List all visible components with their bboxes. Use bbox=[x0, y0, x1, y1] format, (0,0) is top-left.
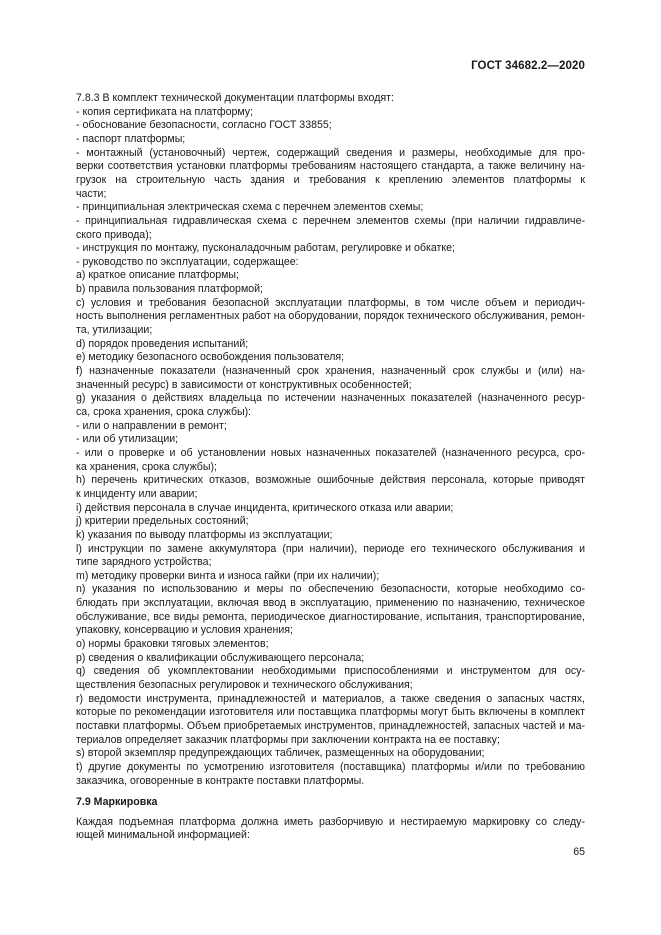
text-line: - обоснование безопасности, согласно ГОСТ 33855; bbox=[76, 119, 332, 132]
document-body bbox=[76, 92, 585, 843]
text-line: - принципиальная гидравлическая схема с перечнем элементов схемы (при наличии гидравличе- bbox=[76, 214, 585, 227]
text-line: Каждая подъемная платформа должна иметь разборчивую и нестираемую маркировку со следу- bbox=[76, 815, 585, 828]
text-line: - принципиальная электрическая схема с перечнем элементов схемы; bbox=[76, 201, 424, 214]
text-line: са, срока хранения, срока службы): bbox=[76, 405, 252, 418]
text-line: - монтажный (установочный) чертеж, содержащий сведения и размеры, необходимые для про- bbox=[76, 146, 585, 159]
text-line: ность выполнения регламентных работ на оборудовании, порядок технического обслуживания, ремон- bbox=[76, 310, 585, 323]
text-line: части; bbox=[76, 187, 107, 200]
text-line: которые по рекомендации изготовителя или поставщика платформы могут быть включены в комплект bbox=[76, 706, 585, 719]
text-line: - инструкция по монтажу, пусконаладочным работам, регулировке и обкатке; bbox=[76, 242, 455, 255]
text-line: ка хранения, срока службы); bbox=[76, 460, 217, 473]
text-line: d) порядок проведения испытаний; bbox=[76, 337, 249, 350]
text-line: b) правила пользования платформой; bbox=[76, 283, 263, 296]
text-line: - или об утилизации; bbox=[76, 433, 179, 446]
text-line: n) указания по использованию и меры по обеспечению безопасности, которые необходимо со- bbox=[76, 583, 585, 596]
text-line: c) условия и требования безопасной эксплуатации платформы, в том числе объем и периодич- bbox=[76, 296, 585, 309]
text-line: p) сведения о квалификации обслуживающего персонала; bbox=[76, 651, 365, 664]
text-line: упаковку, консервацию и условия хранения; bbox=[76, 624, 293, 637]
text-line: i) действия персонала в случае инцидента, критического отказа или аварии; bbox=[76, 501, 454, 514]
text-line: g) указания о действиях владельца по истечении назначенных показателей (назначенного ресур- bbox=[76, 392, 585, 405]
text-line: заказчика, оговоренные в контракте поставки платформы. bbox=[76, 774, 365, 787]
page-number: 65 bbox=[573, 846, 585, 858]
section-7-9-text bbox=[76, 816, 585, 843]
text-line: h) перечень критических отказов, возможные ошибочные действия персонала, которые приводят bbox=[76, 474, 585, 487]
text-line: ского привода); bbox=[76, 228, 152, 241]
text-line: ющей минимальной информацией: bbox=[76, 829, 250, 842]
text-line: s) второй экземпляр предупреждающих табличек, размещенных на оборудовании; bbox=[76, 747, 485, 760]
text-line: e) методику безопасного освобождения пользователя; bbox=[76, 351, 345, 364]
text-line: q) сведения об укомплектовании необходимыми приспособлениями и инструментом для осу- bbox=[76, 665, 585, 678]
text-line: l) инструкции по замене аккумулятора (при наличии), периоде его технического обслуживания и bbox=[76, 542, 585, 555]
text-line: r) ведомости инструмента, принадлежностей и материалов, а также сведения о запасных частях, bbox=[76, 692, 585, 705]
text-line: - или о проверке и об установлении новых назначенных показателей (назначенного ресурса, сро- bbox=[76, 446, 585, 459]
text-line: - или о направлении в ремонт; bbox=[76, 419, 227, 432]
text-line: значенный ресурс) в зависимости от конструктивных особенностей; bbox=[76, 378, 412, 391]
text-line: f) назначенные показатели (назначенный срок хранения, назначенный срок службы и (или) на- bbox=[76, 365, 585, 378]
text-line: териалов определяет заказчик платформы при заключении контракта на ее поставку; bbox=[76, 733, 500, 746]
text-line: поставки платформы. Объем приобретаемых инструментов, принадлежностей, запасных частей и ма- bbox=[76, 719, 585, 732]
text-line: - паспорт платформы; bbox=[76, 132, 186, 145]
text-line: 7.8.3 В комплект технической документации платформы входят: bbox=[76, 92, 394, 104]
section-heading: 7.9 Маркировка bbox=[76, 796, 158, 809]
text-line: - копия сертификата на платформу; bbox=[76, 105, 254, 118]
text-line: верки соответствия установки платформы требованиям настоящего стандарта, а также величину на- bbox=[76, 160, 585, 173]
text-line: a) краткое описание платформы; bbox=[76, 269, 239, 282]
text-line: обслуживание, все виды ремонта, периодическое диагностирование, испытания, транспортирование, bbox=[76, 610, 585, 623]
text-line: та, утилизации; bbox=[76, 324, 153, 337]
clause-7-8-3-text bbox=[76, 92, 585, 788]
text-line: j) критерии предельных состояний; bbox=[76, 515, 249, 528]
text-line: k) указания по выводу платформы из эксплуатации; bbox=[76, 528, 333, 541]
text-line: m) методику проверки винта и износа гайки (при их наличии); bbox=[76, 569, 380, 582]
text-line: o) нормы браковки тяговых элементов; bbox=[76, 638, 269, 651]
text-line: t) другие документы по усмотрению изготовителя (поставщика) платформы и/или по требованию bbox=[76, 760, 585, 773]
text-line: типе зарядного устройства; bbox=[76, 556, 212, 569]
document-code-header: ГОСТ 34682.2—2020 bbox=[471, 60, 585, 72]
text-line: блюдать при эксплуатации, включая ввод в эксплуатацию, применению по назначению, техническое bbox=[76, 597, 585, 610]
text-line: - руководство по эксплуатации, содержащее: bbox=[76, 255, 299, 268]
text-line: ществления безопасных регулировок и технического обслуживания; bbox=[76, 678, 413, 691]
text-line: грузок на строительную часть здания и требования к креплению элементов платформы к bbox=[76, 173, 585, 186]
text-line: к инциденту или аварии; bbox=[76, 487, 198, 500]
